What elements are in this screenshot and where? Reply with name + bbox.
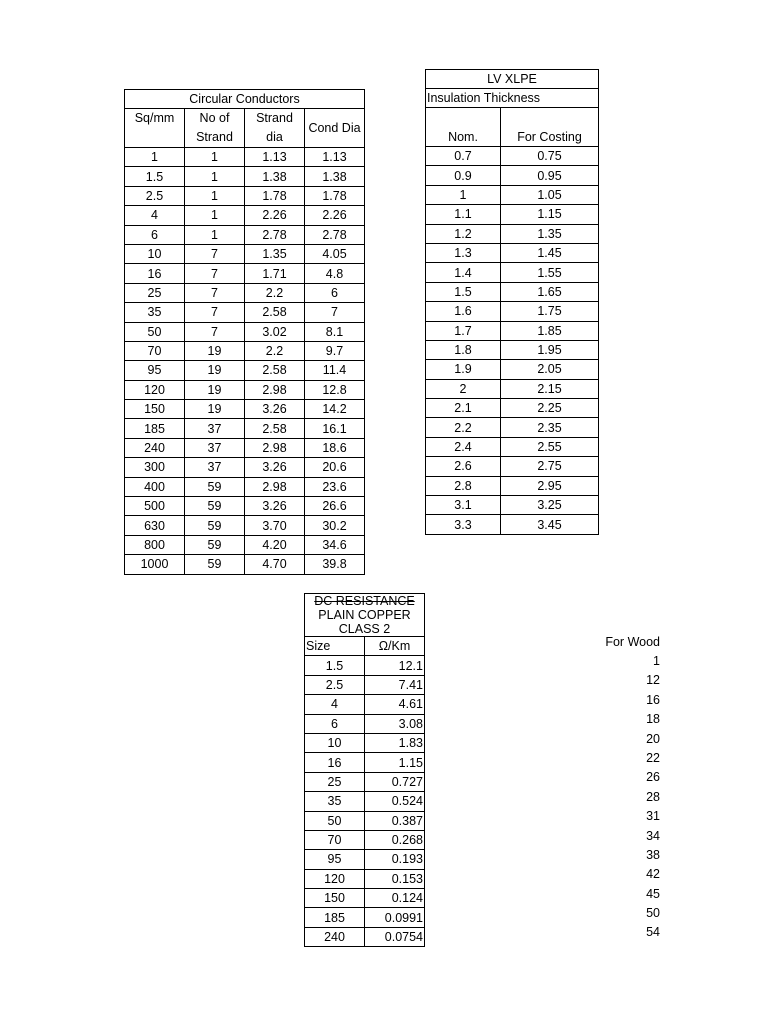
cell-for-costing: 3.45 bbox=[501, 515, 599, 534]
lv-xlpe-table bbox=[425, 69, 599, 535]
table-row bbox=[125, 477, 365, 496]
table-row bbox=[125, 264, 365, 283]
cell-for-costing: 1.35 bbox=[501, 224, 599, 243]
cell-for-costing: 2.15 bbox=[501, 379, 599, 398]
cell-nom: 0.7 bbox=[426, 147, 501, 166]
header-size: Size bbox=[305, 637, 365, 656]
table-row bbox=[125, 186, 365, 205]
cell-strand-dia: 1.71 bbox=[245, 264, 305, 283]
cell-sqmm: 95 bbox=[125, 361, 185, 380]
cell-strand-dia: 2.98 bbox=[245, 380, 305, 399]
cell-cond-dia: 6 bbox=[305, 283, 365, 302]
table-row bbox=[125, 555, 365, 574]
cell-no-of-strand: 19 bbox=[185, 400, 245, 419]
cell-no-of-strand: 59 bbox=[185, 477, 245, 496]
table-row bbox=[426, 147, 599, 166]
table-row bbox=[426, 243, 599, 262]
cell-cond-dia: 39.8 bbox=[305, 555, 365, 574]
cell-size: 2.5 bbox=[305, 675, 365, 694]
cell-sqmm: 400 bbox=[125, 477, 185, 496]
table-row bbox=[426, 418, 599, 437]
cell-no-of-strand: 37 bbox=[185, 438, 245, 457]
header-no-of-strand: No of Strand bbox=[185, 109, 245, 148]
table-row bbox=[426, 224, 599, 243]
for-wood-value: 45 bbox=[646, 886, 660, 901]
cell-nom: 1.1 bbox=[426, 205, 501, 224]
table-row bbox=[125, 303, 365, 322]
table-row bbox=[125, 167, 365, 186]
cell-nom: 1.9 bbox=[426, 360, 501, 379]
cell-cond-dia: 4.05 bbox=[305, 244, 365, 263]
table-row bbox=[305, 733, 425, 752]
cell-sqmm: 10 bbox=[125, 244, 185, 263]
cell-nom: 2.6 bbox=[426, 457, 501, 476]
cell-no-of-strand: 1 bbox=[185, 148, 245, 167]
header-cond-dia: Cond Dia bbox=[305, 109, 365, 148]
table-row bbox=[426, 399, 599, 418]
cell-sqmm: 150 bbox=[125, 400, 185, 419]
cell-size: 35 bbox=[305, 792, 365, 811]
cell-sqmm: 300 bbox=[125, 458, 185, 477]
for-wood-value: 20 bbox=[646, 731, 660, 746]
cell-cond-dia: 1.13 bbox=[305, 148, 365, 167]
cell-nom: 1.3 bbox=[426, 243, 501, 262]
cell-nom: 1.2 bbox=[426, 224, 501, 243]
cell-sqmm: 630 bbox=[125, 516, 185, 535]
table-row bbox=[125, 497, 365, 516]
cell-sqmm: 35 bbox=[125, 303, 185, 322]
cell-no-of-strand: 1 bbox=[185, 186, 245, 205]
cell-ohm-km: 1.83 bbox=[365, 733, 425, 752]
for-wood-value: 1 bbox=[653, 654, 660, 668]
table-row bbox=[125, 380, 365, 399]
cell-strand-dia: 3.70 bbox=[245, 516, 305, 535]
cell-strand-dia: 1.35 bbox=[245, 244, 305, 263]
cell-strand-dia: 4.70 bbox=[245, 555, 305, 574]
header-nom: Nom. bbox=[426, 108, 501, 147]
table-row bbox=[125, 458, 365, 477]
for-wood-value: 34 bbox=[646, 828, 660, 843]
cell-ohm-km: 4.61 bbox=[365, 695, 425, 714]
table-row bbox=[426, 185, 599, 204]
cell-nom: 3.3 bbox=[426, 515, 501, 534]
cell-size: 10 bbox=[305, 733, 365, 752]
cell-ohm-km: 12.1 bbox=[365, 656, 425, 675]
table-row bbox=[305, 830, 425, 849]
table-row bbox=[305, 927, 425, 946]
cell-cond-dia: 18.6 bbox=[305, 438, 365, 457]
table-row bbox=[305, 656, 425, 675]
cell-sqmm: 120 bbox=[125, 380, 185, 399]
cell-no-of-strand: 7 bbox=[185, 322, 245, 341]
cell-for-costing: 1.45 bbox=[501, 243, 599, 262]
dc-resistance-title-line1: DC RESISTANCE bbox=[314, 594, 415, 608]
cell-cond-dia: 20.6 bbox=[305, 458, 365, 477]
cell-sqmm: 240 bbox=[125, 438, 185, 457]
cell-ohm-km: 0.0991 bbox=[365, 908, 425, 927]
table-row bbox=[305, 675, 425, 694]
cell-size: 150 bbox=[305, 889, 365, 908]
cell-no-of-strand: 59 bbox=[185, 555, 245, 574]
cell-ohm-km: 0.153 bbox=[365, 869, 425, 888]
lv-xlpe-title: LV XLPE bbox=[426, 70, 599, 89]
table-row bbox=[305, 811, 425, 830]
cell-sqmm: 6 bbox=[125, 225, 185, 244]
table-row bbox=[426, 340, 599, 359]
cell-nom: 2.8 bbox=[426, 476, 501, 495]
cell-strand-dia: 2.58 bbox=[245, 361, 305, 380]
header-ohm-km: Ω/Km bbox=[365, 637, 425, 656]
for-wood-value: 31 bbox=[646, 809, 660, 824]
cell-for-costing: 1.95 bbox=[501, 340, 599, 359]
cell-nom: 3.1 bbox=[426, 496, 501, 515]
table-row bbox=[125, 322, 365, 341]
for-wood-value: 16 bbox=[646, 692, 660, 707]
cell-nom: 1.4 bbox=[426, 263, 501, 282]
cell-cond-dia: 2.78 bbox=[305, 225, 365, 244]
table-row bbox=[305, 869, 425, 888]
cell-size: 70 bbox=[305, 830, 365, 849]
cell-cond-dia: 26.6 bbox=[305, 497, 365, 516]
cell-size: 6 bbox=[305, 714, 365, 733]
cell-strand-dia: 2.78 bbox=[245, 225, 305, 244]
cell-nom: 1.6 bbox=[426, 302, 501, 321]
cell-cond-dia: 14.2 bbox=[305, 400, 365, 419]
table-row bbox=[305, 908, 425, 927]
circular-conductors-title: Circular Conductors bbox=[125, 90, 365, 109]
cell-nom: 1 bbox=[426, 185, 501, 204]
cell-cond-dia: 7 bbox=[305, 303, 365, 322]
header-for-costing: For Costing bbox=[501, 108, 599, 147]
table-row bbox=[125, 244, 365, 263]
cell-ohm-km: 7.41 bbox=[365, 675, 425, 694]
cell-size: 120 bbox=[305, 869, 365, 888]
header-sqmm: Sq/mm bbox=[125, 109, 185, 148]
for-wood-value: 28 bbox=[646, 789, 660, 804]
cell-size: 185 bbox=[305, 908, 365, 927]
for-wood-value: 12 bbox=[646, 673, 660, 688]
for-wood-value: 22 bbox=[646, 750, 660, 765]
cell-for-costing: 1.15 bbox=[501, 205, 599, 224]
table-row bbox=[426, 496, 599, 515]
cell-for-costing: 1.05 bbox=[501, 185, 599, 204]
cell-nom: 0.9 bbox=[426, 166, 501, 185]
table-row bbox=[125, 361, 365, 380]
cell-cond-dia: 9.7 bbox=[305, 341, 365, 360]
cell-size: 1.5 bbox=[305, 656, 365, 675]
cell-sqmm: 1000 bbox=[125, 555, 185, 574]
cell-nom: 1.7 bbox=[426, 321, 501, 340]
cell-sqmm: 25 bbox=[125, 283, 185, 302]
cell-for-costing: 3.25 bbox=[501, 496, 599, 515]
cell-strand-dia: 2.98 bbox=[245, 477, 305, 496]
cell-ohm-km: 0.193 bbox=[365, 850, 425, 869]
cell-no-of-strand: 37 bbox=[185, 458, 245, 477]
cell-ohm-km: 0.268 bbox=[365, 830, 425, 849]
cell-no-of-strand: 59 bbox=[185, 516, 245, 535]
for-wood-value: 54 bbox=[646, 925, 660, 940]
cell-strand-dia: 2.26 bbox=[245, 206, 305, 225]
table-row bbox=[426, 282, 599, 301]
table-row bbox=[426, 437, 599, 456]
cell-for-costing: 1.55 bbox=[501, 263, 599, 282]
table-row bbox=[305, 753, 425, 772]
cell-for-costing: 2.95 bbox=[501, 476, 599, 495]
cell-size: 50 bbox=[305, 811, 365, 830]
table-row bbox=[426, 360, 599, 379]
cell-strand-dia: 1.38 bbox=[245, 167, 305, 186]
cell-no-of-strand: 37 bbox=[185, 419, 245, 438]
cell-for-costing: 2.05 bbox=[501, 360, 599, 379]
cell-cond-dia: 1.38 bbox=[305, 167, 365, 186]
for-wood-column bbox=[590, 633, 660, 943]
table-row bbox=[426, 379, 599, 398]
cell-cond-dia: 8.1 bbox=[305, 322, 365, 341]
dc-resistance-title-line3: CLASS 2 bbox=[338, 622, 391, 636]
cell-cond-dia: 12.8 bbox=[305, 380, 365, 399]
table-row bbox=[125, 341, 365, 360]
cell-ohm-km: 0.727 bbox=[365, 772, 425, 791]
cell-size: 95 bbox=[305, 850, 365, 869]
cell-sqmm: 4 bbox=[125, 206, 185, 225]
cell-for-costing: 0.95 bbox=[501, 166, 599, 185]
cell-for-costing: 2.25 bbox=[501, 399, 599, 418]
cell-no-of-strand: 7 bbox=[185, 244, 245, 263]
table-row bbox=[426, 263, 599, 282]
cell-ohm-km: 1.15 bbox=[365, 753, 425, 772]
cell-ohm-km: 3.08 bbox=[365, 714, 425, 733]
for-wood-value: 42 bbox=[646, 867, 660, 882]
cell-sqmm: 1.5 bbox=[125, 167, 185, 186]
cell-sqmm: 70 bbox=[125, 341, 185, 360]
cell-ohm-km: 0.124 bbox=[365, 889, 425, 908]
table-row bbox=[125, 206, 365, 225]
table-row bbox=[125, 535, 365, 554]
dc-resistance-title bbox=[305, 594, 425, 637]
cell-cond-dia: 16.1 bbox=[305, 419, 365, 438]
cell-ohm-km: 0.0754 bbox=[365, 927, 425, 946]
cell-strand-dia: 2.98 bbox=[245, 438, 305, 457]
cell-size: 4 bbox=[305, 695, 365, 714]
for-wood-value: 18 bbox=[646, 712, 660, 727]
table-row bbox=[125, 516, 365, 535]
cell-sqmm: 800 bbox=[125, 535, 185, 554]
table-row bbox=[125, 225, 365, 244]
cell-strand-dia: 2.2 bbox=[245, 341, 305, 360]
cell-strand-dia: 3.26 bbox=[245, 458, 305, 477]
table-row bbox=[426, 321, 599, 340]
cell-no-of-strand: 7 bbox=[185, 264, 245, 283]
table-row bbox=[305, 695, 425, 714]
table-row bbox=[426, 457, 599, 476]
cell-no-of-strand: 1 bbox=[185, 206, 245, 225]
cell-no-of-strand: 7 bbox=[185, 303, 245, 322]
cell-for-costing: 1.65 bbox=[501, 282, 599, 301]
table-row bbox=[305, 850, 425, 869]
cell-for-costing: 2.35 bbox=[501, 418, 599, 437]
table-row bbox=[125, 148, 365, 167]
cell-cond-dia: 2.26 bbox=[305, 206, 365, 225]
insulation-thickness-label: Insulation Thickness bbox=[426, 89, 599, 108]
header-strand-dia: Strand dia bbox=[245, 109, 305, 148]
table-row bbox=[426, 205, 599, 224]
cell-nom: 2.1 bbox=[426, 399, 501, 418]
cell-cond-dia: 23.6 bbox=[305, 477, 365, 496]
circular-conductors-table bbox=[124, 89, 365, 575]
for-wood-header: For Wood bbox=[605, 635, 660, 649]
table-row bbox=[305, 889, 425, 908]
cell-for-costing: 1.85 bbox=[501, 321, 599, 340]
dc-resistance-title-line2: PLAIN COPPER bbox=[318, 608, 411, 622]
table-row bbox=[426, 166, 599, 185]
cell-sqmm: 2.5 bbox=[125, 186, 185, 205]
cell-cond-dia: 11.4 bbox=[305, 361, 365, 380]
cell-strand-dia: 3.26 bbox=[245, 400, 305, 419]
cell-no-of-strand: 59 bbox=[185, 535, 245, 554]
table-row bbox=[305, 772, 425, 791]
cell-strand-dia: 1.78 bbox=[245, 186, 305, 205]
cell-ohm-km: 0.524 bbox=[365, 792, 425, 811]
cell-nom: 2.2 bbox=[426, 418, 501, 437]
cell-no-of-strand: 1 bbox=[185, 225, 245, 244]
table-row bbox=[426, 515, 599, 534]
cell-strand-dia: 3.26 bbox=[245, 497, 305, 516]
table-row bbox=[426, 476, 599, 495]
dc-resistance-table bbox=[304, 593, 425, 947]
for-wood-value: 26 bbox=[646, 770, 660, 785]
cell-strand-dia: 2.58 bbox=[245, 419, 305, 438]
table-row bbox=[426, 302, 599, 321]
for-wood-value: 38 bbox=[646, 847, 660, 862]
cell-sqmm: 16 bbox=[125, 264, 185, 283]
cell-size: 240 bbox=[305, 927, 365, 946]
table-row bbox=[305, 792, 425, 811]
cell-no-of-strand: 19 bbox=[185, 380, 245, 399]
cell-sqmm: 185 bbox=[125, 419, 185, 438]
cell-for-costing: 0.75 bbox=[501, 147, 599, 166]
cell-cond-dia: 4.8 bbox=[305, 264, 365, 283]
table-row bbox=[125, 283, 365, 302]
cell-no-of-strand: 59 bbox=[185, 497, 245, 516]
table-row bbox=[305, 714, 425, 733]
for-wood-value: 50 bbox=[646, 906, 660, 921]
cell-no-of-strand: 1 bbox=[185, 167, 245, 186]
cell-nom: 2 bbox=[426, 379, 501, 398]
cell-sqmm: 50 bbox=[125, 322, 185, 341]
cell-cond-dia: 30.2 bbox=[305, 516, 365, 535]
table-row bbox=[125, 400, 365, 419]
cell-cond-dia: 34.6 bbox=[305, 535, 365, 554]
cell-sqmm: 1 bbox=[125, 148, 185, 167]
cell-strand-dia: 4.20 bbox=[245, 535, 305, 554]
cell-strand-dia: 3.02 bbox=[245, 322, 305, 341]
cell-cond-dia: 1.78 bbox=[305, 186, 365, 205]
cell-no-of-strand: 7 bbox=[185, 283, 245, 302]
cell-size: 16 bbox=[305, 753, 365, 772]
cell-nom: 1.5 bbox=[426, 282, 501, 301]
cell-no-of-strand: 19 bbox=[185, 341, 245, 360]
cell-nom: 1.8 bbox=[426, 340, 501, 359]
cell-strand-dia: 2.58 bbox=[245, 303, 305, 322]
cell-for-costing: 2.55 bbox=[501, 437, 599, 456]
table-row bbox=[125, 438, 365, 457]
table-row bbox=[125, 419, 365, 438]
cell-ohm-km: 0.387 bbox=[365, 811, 425, 830]
cell-sqmm: 500 bbox=[125, 497, 185, 516]
cell-nom: 2.4 bbox=[426, 437, 501, 456]
cell-for-costing: 2.75 bbox=[501, 457, 599, 476]
cell-strand-dia: 1.13 bbox=[245, 148, 305, 167]
cell-strand-dia: 2.2 bbox=[245, 283, 305, 302]
cell-no-of-strand: 19 bbox=[185, 361, 245, 380]
cell-for-costing: 1.75 bbox=[501, 302, 599, 321]
cell-size: 25 bbox=[305, 772, 365, 791]
